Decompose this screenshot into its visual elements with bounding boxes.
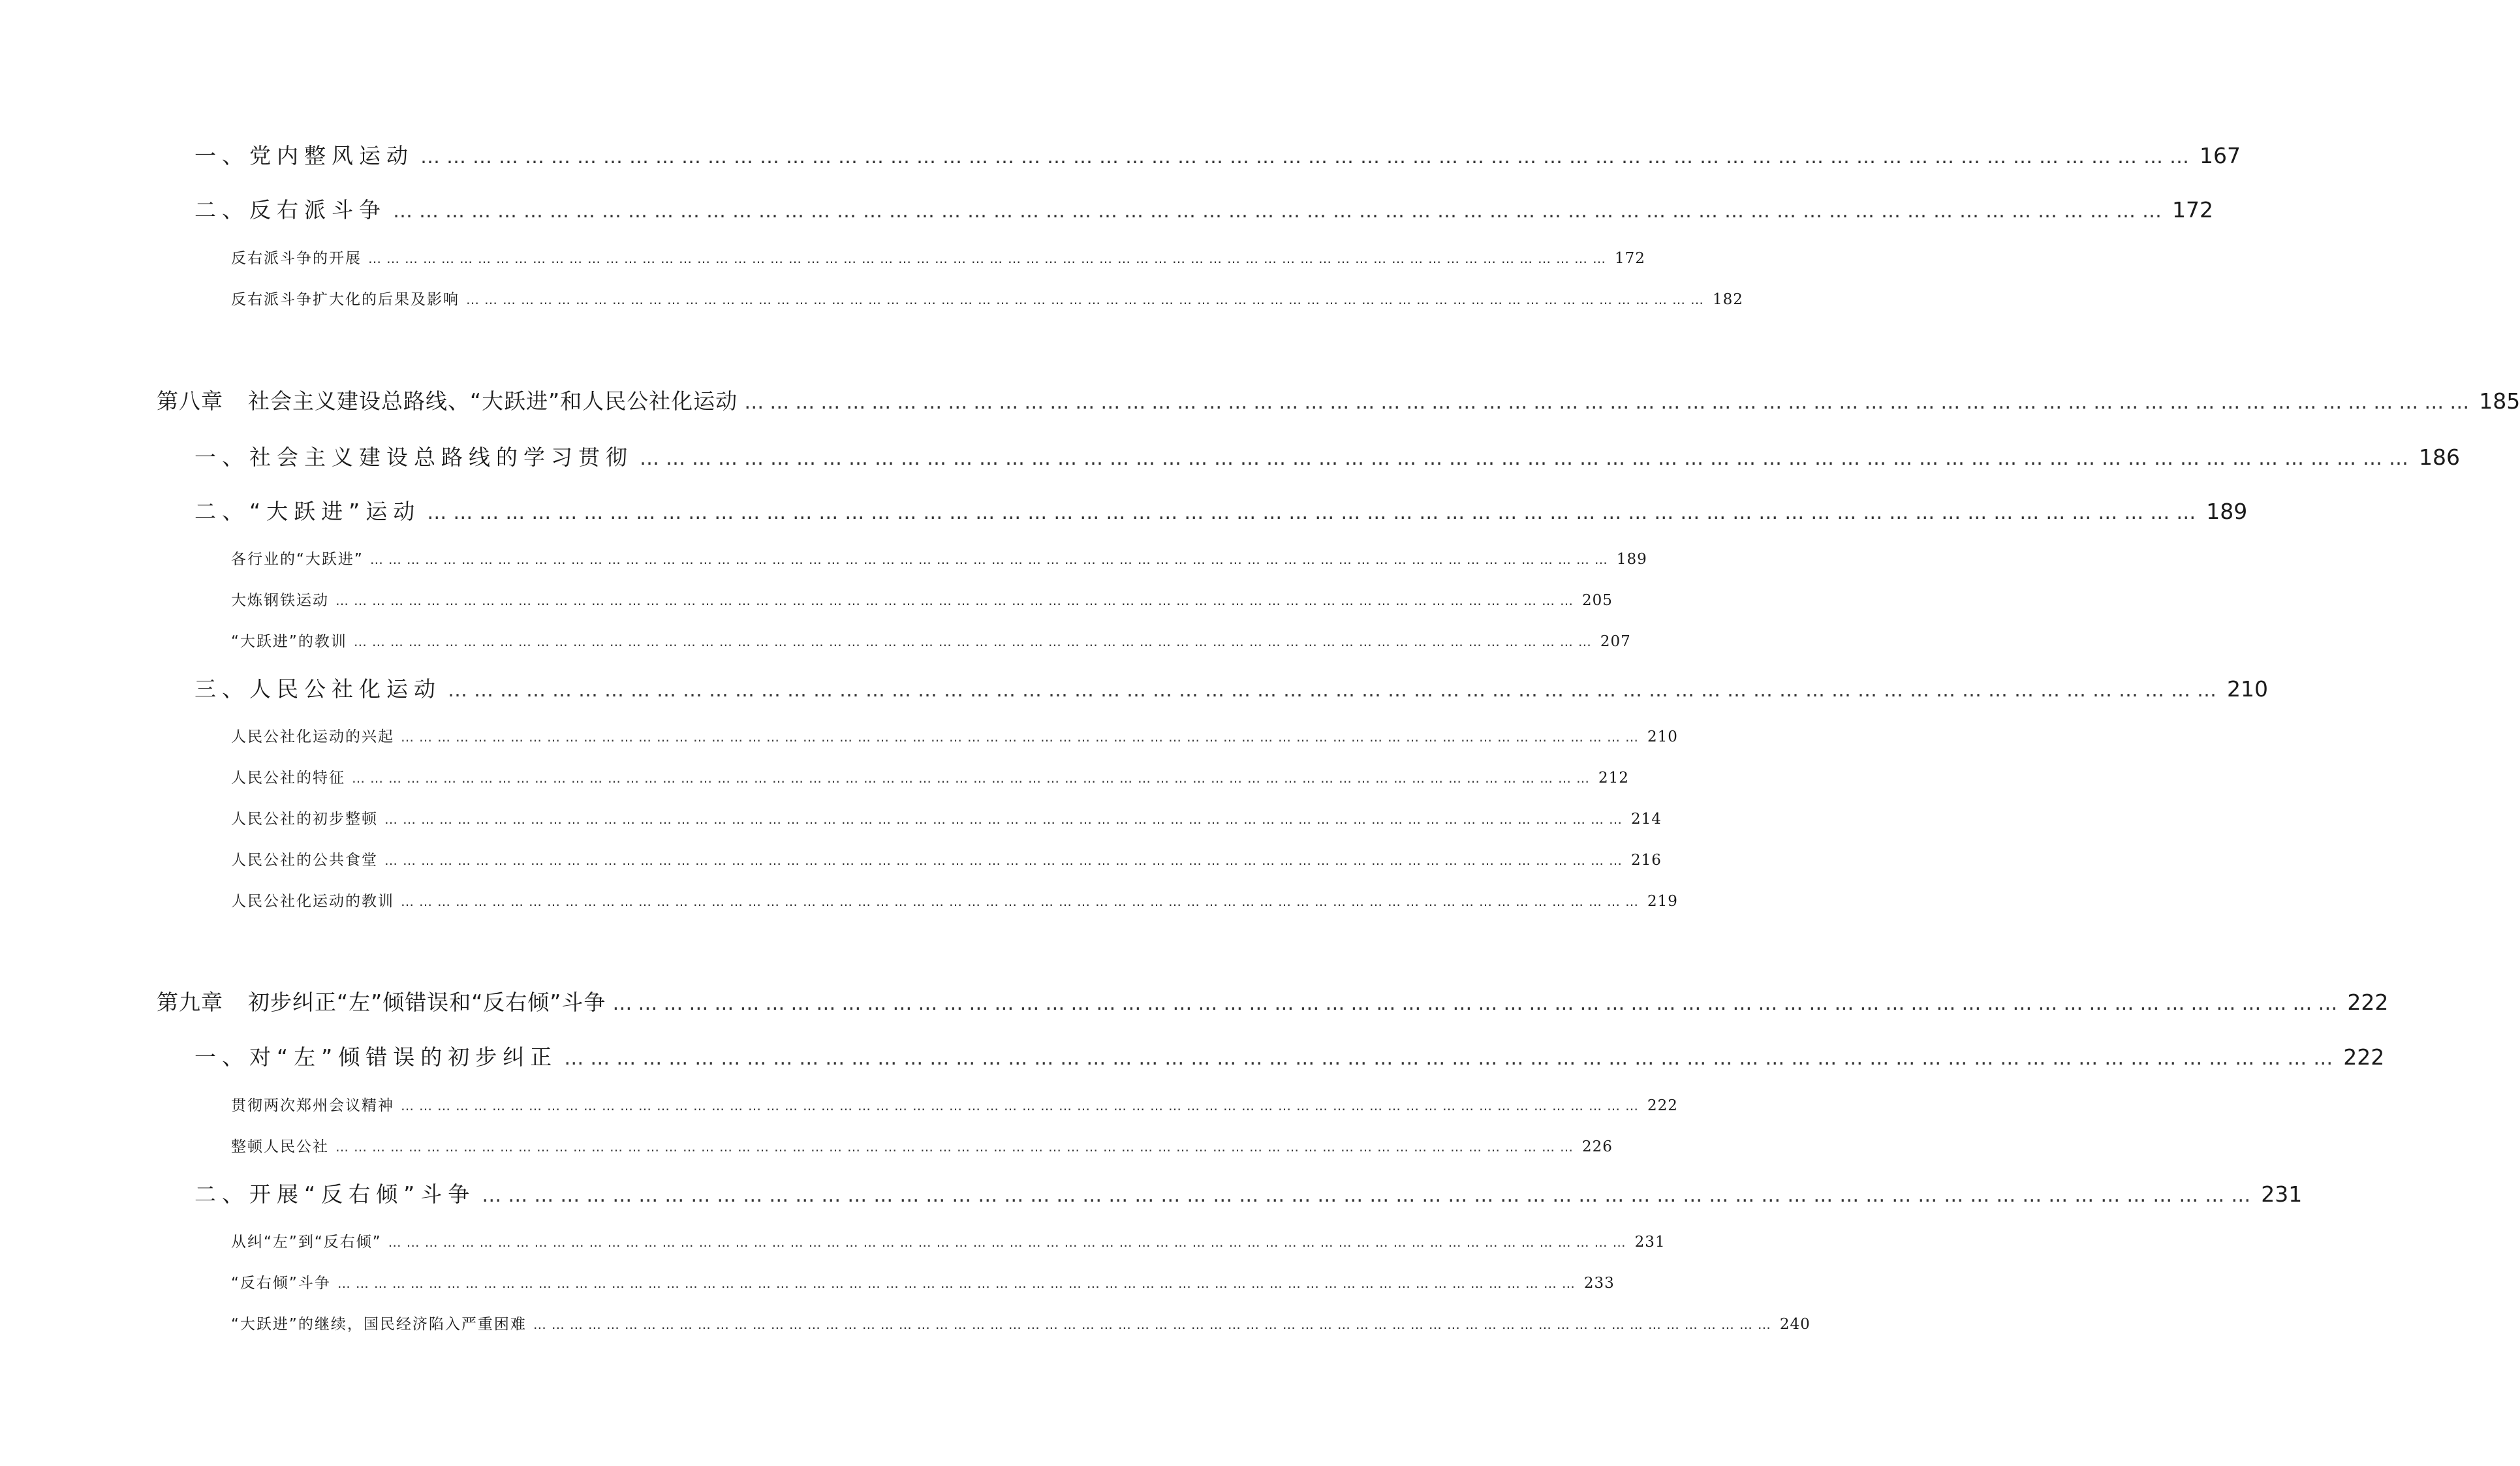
- dot-leader: ……………………………………………………………………………………………………………………………………………………………………………………: [564, 1047, 2340, 1070]
- toc-section-entry[interactable]: [194, 139, 2241, 170]
- toc-subsection-entry[interactable]: [231, 725, 1678, 746]
- dot-leader: ……………………………………………………………………………………………………………………………………………………………………………………: [393, 200, 2168, 223]
- toc-subsection-entry[interactable]: [231, 547, 1647, 569]
- toc-section-title: 二、开展“反右倾”斗争: [194, 1181, 476, 1207]
- dot-leader: ……………………………………………………………………………………………………………………………………………………………………………………: [337, 1275, 1580, 1291]
- toc-subsection-title: 贯彻两次郑州会议精神: [231, 1097, 394, 1114]
- toc-subsection-title: 人民公社的公共食堂: [231, 852, 378, 869]
- chapter-title: 初步纠正“左”倾错误和“反右倾”斗争: [248, 990, 606, 1015]
- toc-page-number: 172: [1615, 250, 1645, 267]
- toc-page-number: 231: [1634, 1234, 1666, 1251]
- toc-subsection-title: 各行业的“大跃进”: [231, 551, 364, 568]
- dot-leader: ……………………………………………………………………………………………………………………………………………………………………………………: [353, 634, 1596, 649]
- toc-subsection-entry[interactable]: [231, 1271, 1615, 1292]
- toc-subsection-title: 反右派斗争的开展: [231, 250, 362, 267]
- toc-page-number: 212: [1598, 770, 1629, 787]
- toc-section-title: 三、人民公社化运动: [194, 676, 441, 702]
- toc-section-entry[interactable]: [194, 1040, 2385, 1071]
- toc-page-number: 216: [1631, 852, 1662, 869]
- toc-subsection-title: 人民公社的特征: [231, 770, 345, 787]
- toc-page-number: 189: [2206, 499, 2248, 524]
- toc-subsection-title: 人民公社的初步整顿: [231, 811, 378, 828]
- toc-page-number: 207: [1600, 633, 1631, 650]
- toc-subsection-entry[interactable]: [231, 1093, 1678, 1115]
- toc-subsection-title: “反右倾”斗争: [231, 1275, 331, 1292]
- dot-leader: ……………………………………………………………………………………………………………………………………………………………………………………: [384, 852, 1627, 868]
- dot-leader: ……………………………………………………………………………………………………………………………………………………………………………………: [401, 729, 1643, 745]
- toc-subsection-title: 从纠“左”到“反右倾”: [231, 1234, 382, 1251]
- dot-leader: ……………………………………………………………………………………………………………………………………………………………………………………: [335, 1139, 1578, 1155]
- chapter-number: 第八章: [157, 388, 223, 414]
- dot-leader: ……………………………………………………………………………………………………………………………………………………………………………………: [466, 292, 1709, 307]
- dot-leader: ……………………………………………………………………………………………………………………………………………………………………………………: [420, 146, 2196, 168]
- dot-leader: ……………………………………………………………………………………………………………………………………………………………………………………: [482, 1184, 2258, 1207]
- toc-subsection-title: 大炼钢铁运动: [231, 592, 329, 609]
- dot-leader: ……………………………………………………………………………………………………………………………………………………………………………………: [744, 391, 2476, 414]
- dot-leader: ……………………………………………………………………………………………………………………………………………………………………………………: [335, 593, 1578, 608]
- dot-leader: ……………………………………………………………………………………………………………………………………………………………………………………: [640, 447, 2415, 470]
- toc-subsection-title: 整顿人民公社: [231, 1138, 329, 1155]
- toc-subsection-entry[interactable]: [231, 287, 1743, 309]
- toc-page-number: 172: [2172, 197, 2213, 223]
- toc-page-number: 233: [1583, 1275, 1615, 1292]
- dot-leader: ……………………………………………………………………………………………………………………………………………………………………………………: [612, 992, 2344, 1015]
- toc-page-number: 210: [2227, 676, 2268, 702]
- toc-subsection-entry[interactable]: [231, 246, 1645, 268]
- toc-section-entry[interactable]: [194, 1177, 2303, 1208]
- toc-subsection-entry[interactable]: [231, 848, 1662, 869]
- toc-subsection-title: “大跃进”的教训: [231, 633, 347, 650]
- toc-section-entry[interactable]: [194, 441, 2460, 471]
- dot-leader: ……………………………………………………………………………………………………………………………………………………………………………………: [448, 679, 2223, 702]
- dot-leader: ……………………………………………………………………………………………………………………………………………………………………………………: [352, 770, 1594, 786]
- dot-leader: ……………………………………………………………………………………………………………………………………………………………………………………: [401, 1098, 1643, 1114]
- dot-leader: ……………………………………………………………………………………………………………………………………………………………………………………: [368, 251, 1611, 266]
- dot-leader: ……………………………………………………………………………………………………………………………………………………………………………………: [384, 811, 1627, 827]
- toc-page-number: 185: [2479, 388, 2520, 414]
- toc-page-number: 222: [2347, 990, 2389, 1015]
- toc-subsection-title: 反右派斗争扩大化的后果及影响: [231, 291, 459, 308]
- chapter-title: 社会主义建设总路线、“大跃进”和人民公社化运动: [248, 388, 738, 414]
- toc-section-entry[interactable]: [194, 495, 2248, 525]
- toc-section-entry[interactable]: [194, 193, 2213, 224]
- toc-page-number: 214: [1631, 811, 1662, 828]
- toc-subsection-entry[interactable]: [231, 1312, 1811, 1333]
- toc-page-number: 182: [1713, 291, 1743, 308]
- dot-leader: ……………………………………………………………………………………………………………………………………………………………………………………: [369, 552, 1613, 567]
- toc-subsection-title: 人民公社化运动的兴起: [231, 728, 394, 745]
- toc-subsection-entry[interactable]: [231, 1230, 1666, 1251]
- toc-section-title: 一、党内整风运动: [194, 143, 414, 168]
- toc-subsection-entry[interactable]: [231, 807, 1662, 828]
- toc-section-title: 一、对“左”倾错误的初步纠正: [194, 1044, 558, 1070]
- toc-chapter-entry[interactable]: [157, 986, 2389, 1016]
- toc-page-number: 231: [2261, 1181, 2303, 1207]
- toc-page-number: 222: [2343, 1044, 2385, 1070]
- toc-page-number: 226: [1582, 1138, 1613, 1155]
- dot-leader: ……………………………………………………………………………………………………………………………………………………………………………………: [427, 501, 2203, 524]
- dot-leader: ……………………………………………………………………………………………………………………………………………………………………………………: [388, 1234, 1631, 1250]
- toc-section-title: 二、“大跃进”运动: [194, 499, 421, 524]
- toc-subsection-entry[interactable]: [231, 588, 1613, 610]
- toc-page-number: 219: [1647, 893, 1678, 910]
- toc-subsection-title: 人民公社化运动的教训: [231, 893, 394, 910]
- chapter-number: 第九章: [157, 990, 223, 1015]
- toc-subsection-entry[interactable]: [231, 1134, 1613, 1156]
- toc-subsection-entry[interactable]: [231, 629, 1631, 651]
- dot-leader: ……………………………………………………………………………………………………………………………………………………………………………………: [401, 894, 1643, 909]
- toc-page-number: 222: [1647, 1097, 1678, 1114]
- dot-leader: ……………………………………………………………………………………………………………………………………………………………………………………: [533, 1317, 1776, 1332]
- toc-page-number: 167: [2200, 143, 2241, 168]
- toc-section-title: 一、社会主义建设总路线的学习贯彻: [194, 444, 633, 470]
- toc-page-number: 240: [1779, 1316, 1811, 1333]
- toc-page-number: 210: [1647, 728, 1678, 745]
- toc-section-title: 二、反右派斗争: [194, 197, 386, 223]
- toc-page-number: 205: [1582, 592, 1613, 609]
- toc-page-number: 189: [1616, 551, 1647, 568]
- toc-subsection-title: “大跃进”的继续，国民经济陷入严重困难: [231, 1316, 527, 1333]
- toc-subsection-entry[interactable]: [231, 766, 1629, 787]
- toc-page-number: 186: [2419, 444, 2460, 470]
- toc-section-entry[interactable]: [194, 672, 2268, 703]
- toc-chapter-entry[interactable]: [157, 384, 2520, 415]
- toc-subsection-entry[interactable]: [231, 889, 1678, 911]
